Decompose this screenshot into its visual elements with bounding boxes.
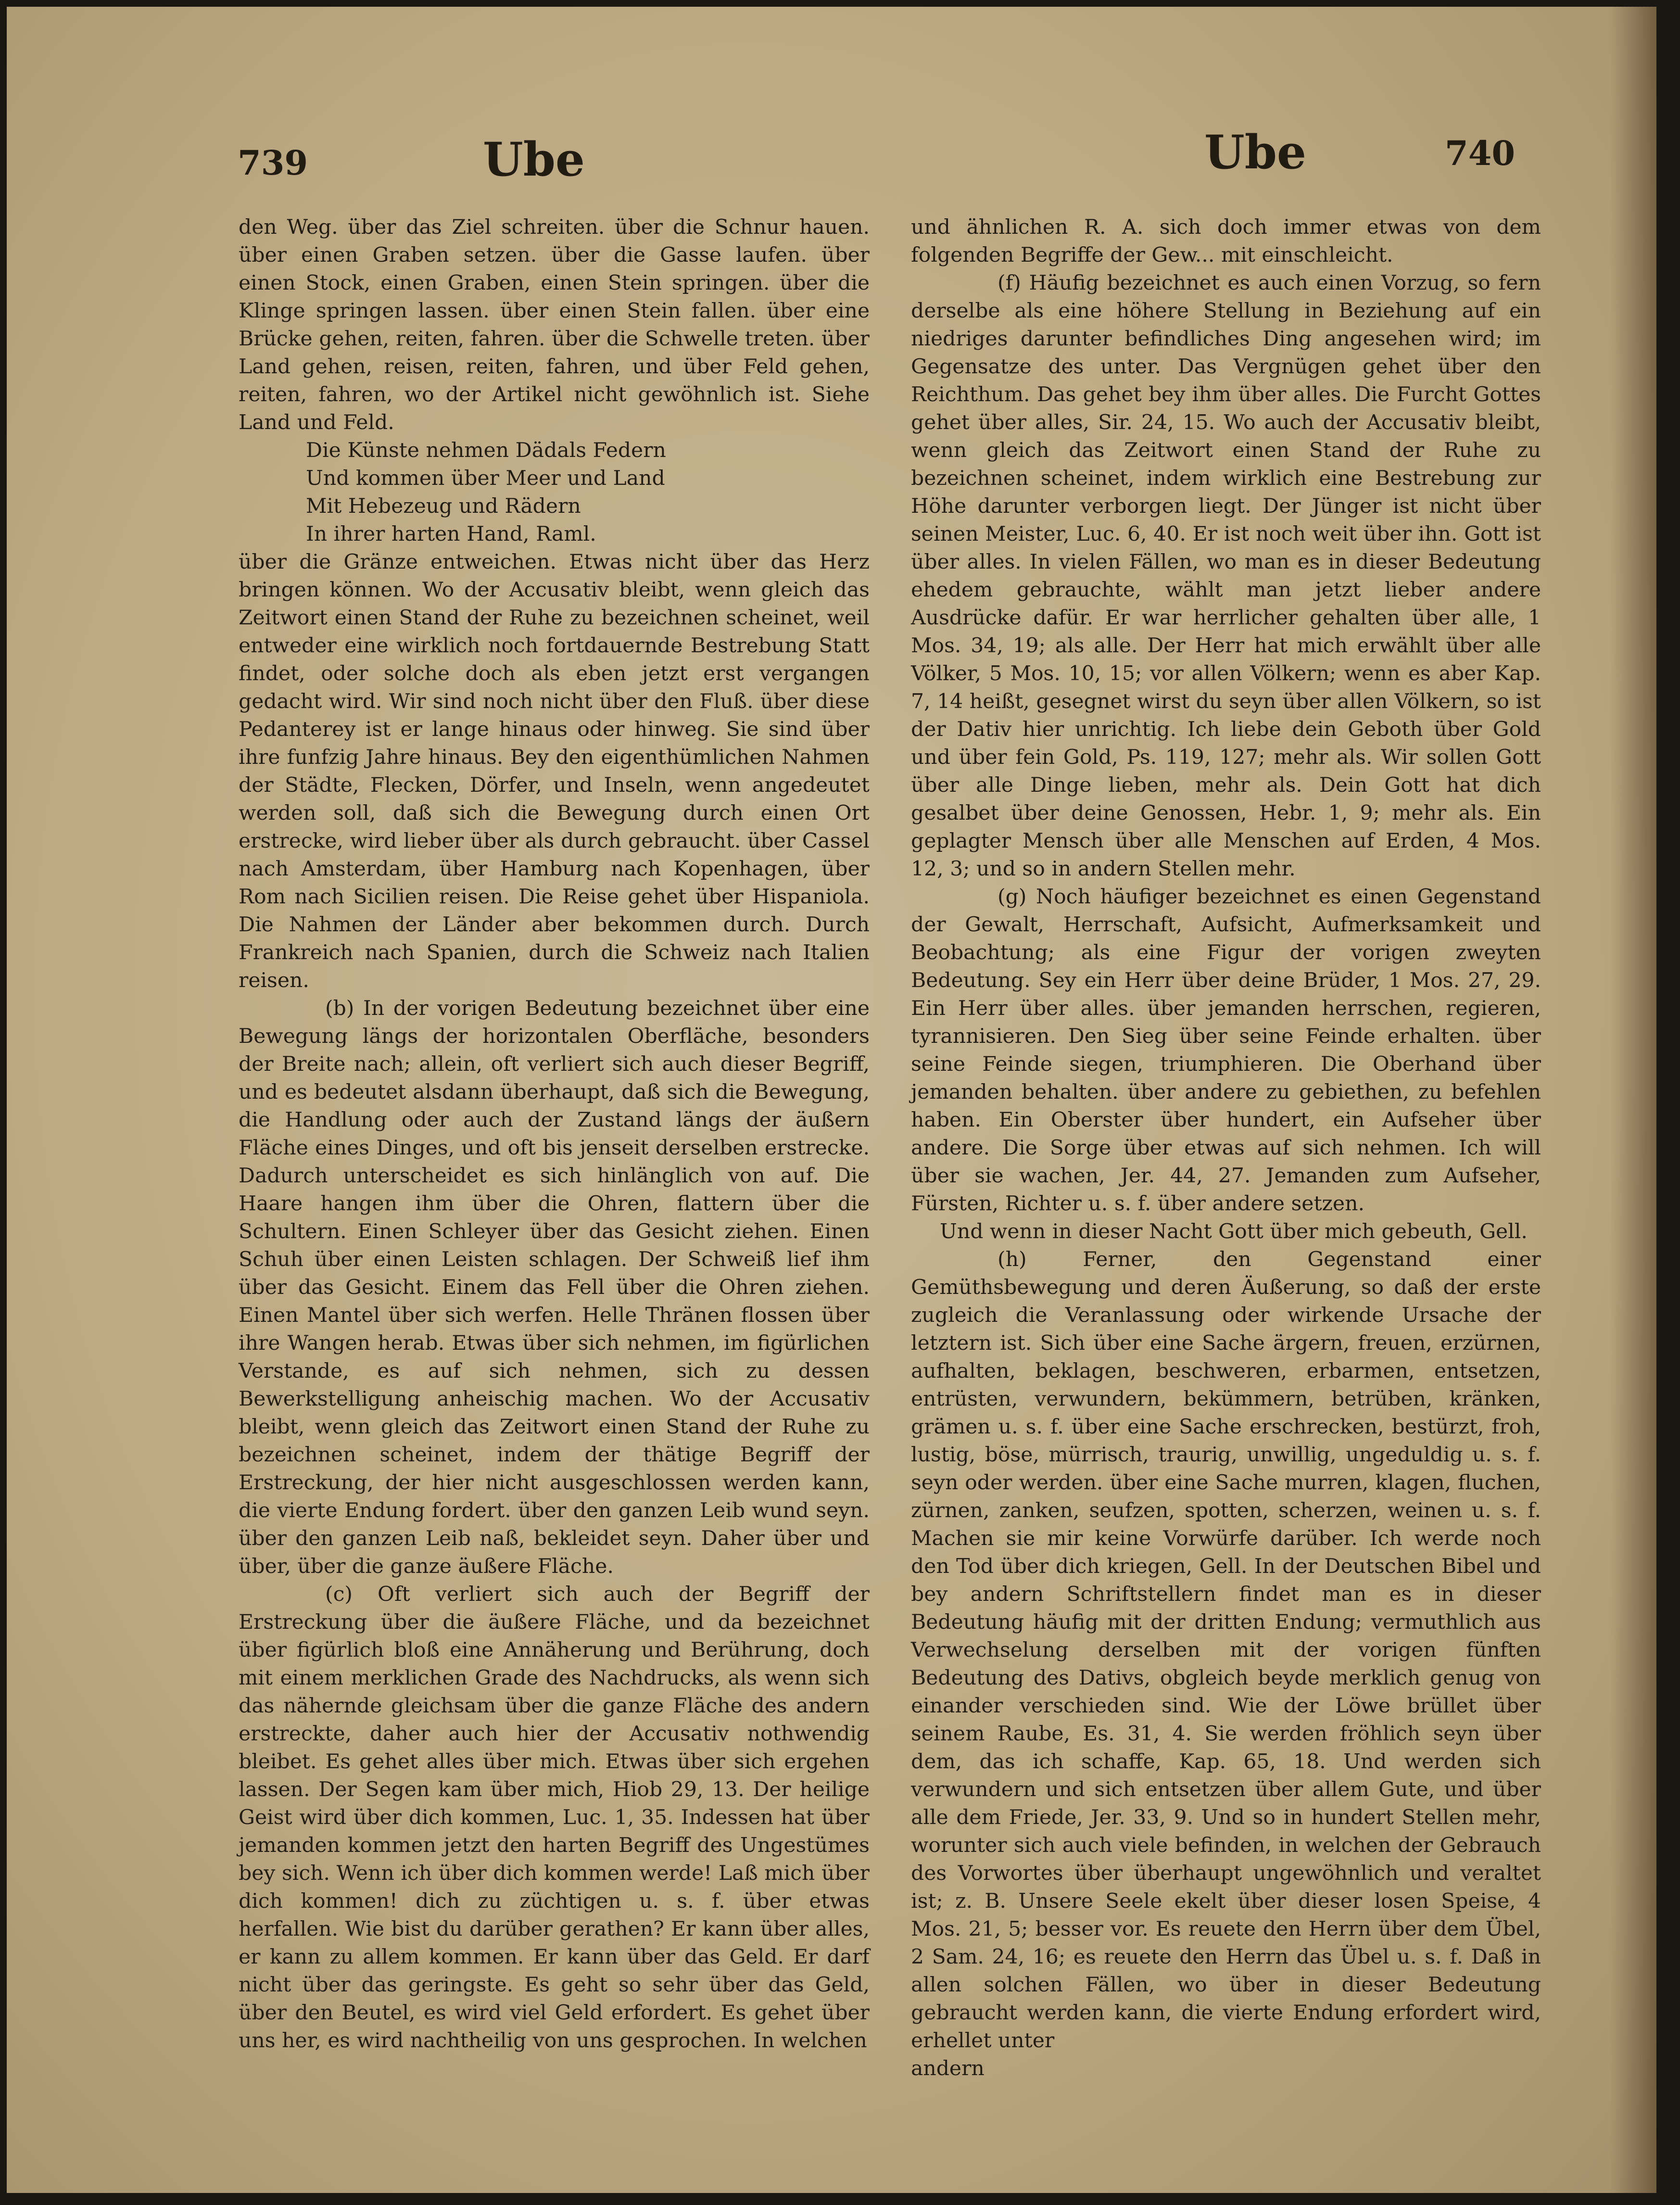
quotation-line: Und wenn in dieser Nacht Gott über mich gebeuth, Gell. xyxy=(940,1220,1528,1243)
left-paragraph-3: (b) In der vorigen Bedeutung bezeichnet über eine Bewegung längs der horizontalen Oberfläche, besonders der Breite nach; allein, oft verliert sich auch dieser Begriff, und es bedeutet alsdann überhaupt, daß sich die Bewegung, die Handlung oder auch der Zustand längs der äußern Fläche eines Dinges, und oft bis jenseit derselben erstrecke. Dadurch unterscheidet es sich hinlänglich von auf. Die Haare hangen ihm über die Ohren, flattern über die Schultern. Einen Schleyer über das Gesicht ziehen. Einen Schuh über einen Leisten schlagen. Der Schweiß lief ihm über das Gesicht. Einem das Fell über die Ohren ziehen. Einen Mantel über sich werfen. Helle Thränen flossen über ihre Wangen herab. Etwas über sich nehmen, im figürlichen Verstande, es auf sich nehmen, sich zu dessen Bewerkstelligung anheischig machen. Wo der Accusativ bleibt, wenn gleich das Zeitwort einen Stand der Ruhe zu bezeichnen scheinet, indem der thätige Begriff der Erstreckung, der hier nicht ausgeschlossen werden kann, die vierte Endung fordert. über den ganzen Leib wund seyn. über den ganzen Leib naß, bekleidet seyn. Daher über und über, über die ganze äußere Fläche. xyxy=(239,997,870,1578)
left-page-number: 739 xyxy=(238,143,308,183)
left-paragraph-2: über die Gränze entweichen. Etwas nicht über das Herz bringen können. Wo der Accusativ bleibt, wenn gleich das Zeitwort einen Stand der Ruhe zu bezeichnen scheinet, weil entweder eine wirklich noch fortdauernde Bestrebung Statt findet, oder solche doch als eben jetzt erst vergangen gedacht wird. Wir sind noch nicht über den Fluß. über diese Pedanterey ist er lange hinaus oder hinweg. Sie sind über ihre funfzig Jahre hinaus. Bey den eigenthümlichen Nahmen der Städte, Flecken, Dörfer, und Inseln, wenn angedeutet werden soll, daß sich die Bewegung durch einen Ort erstrecke, wird lieber über als durch gebraucht. über Cassel nach Amsterdam, über Hamburg nach Kopenhagen, über Rom nach Sicilien reisen. Die Reise gehet über Hispaniola. Die Nahmen der Länder aber bekommen durch. Durch Frankreich nach Spanien, durch die Schweiz nach Italien reisen. xyxy=(239,550,870,992)
right-column xyxy=(911,214,1541,2083)
right-headword: Ube xyxy=(1204,125,1306,179)
catchword: andern xyxy=(911,2057,985,2080)
verse-line-1: Die Künste nehmen Dädals Federn xyxy=(306,439,666,462)
book-page xyxy=(7,7,1656,2193)
right-paragraph-4: (h) Ferner, den Gegenstand einer Gemüthsbewegung und deren Äußerung, so daß der erste zugleich die Veranlassung oder wirkende Ursache der letztern ist. Sich über eine Sache ärgern, freuen, erzürnen, aufhalten, beklagen, beschweren, erbarmen, entsetzen, entrüsten, verwundern, bekümmern, betrüben, kränken, grämen u. s. f. über eine Sache erschrecken, bestürzt, froh, lustig, böse, mürrisch, traurig, unwillig, ungeduldig u. s. f. seyn oder werden. über eine Sache murren, klagen, fluchen, zürnen, zanken, seufzen, spotten, scherzen, weinen u. s. f. Machen sie mir keine Vorwürfe darüber. Ich werde noch den Tod über dich kriegen, Gell. In der Deutschen Bibel und bey andern Schriftstellern findet man es in dieser Bedeutung häufig mit der dritten Endung; vermuthlich aus Verwechselung derselben mit der vorigen fünften Bedeutung des Dativs, obgleich beyde merklich genug von einander verschieden sind. Wie der Löwe brüllet über seinem Raube, Es. 31, 4. Sie werden fröhlich seyn über dem, das ich schaffe, Kap. 65, 18. Und werden sich verwundern und sich entsetzen über allem Gute, und über alle dem Friede, Jer. 33, 9. Und so in hundert Stellen mehr, worunter sich auch viele befinden, in welchen der Gebrauch des Vorwortes über überhaupt ungewöhnlich und veraltet ist; z. B. Unsere Seele ekelt über dieser losen Speise, 4 Mos. 21, 5; besser vor. Es reuete den Herrn über dem Übel, 2 Sam. 24, 16; es reuete den Herrn das Übel u. s. f. Daß in allen solchen Fällen, wo über in dieser Bedeutung gebraucht werden kann, die vierte Endung erfordert wird, erhellet unter xyxy=(911,1248,1541,2053)
left-column xyxy=(239,214,870,2055)
left-paragraph-1: den Weg. über das Ziel schreiten. über die Schnur hauen. über einen Graben setzen. über die Gasse laufen. über einen Stock, einen Graben, einen Stein springen. über die Klinge springen lassen. über einen Stein fallen. über eine Brücke gehen, reiten, fahren. über die Schwelle treten. über Land gehen, reisen, reiten, fahren, und über Feld gehen, reiten, fahren, wo der Artikel nicht gewöhnlich ist. Siehe Land und Feld. xyxy=(239,215,870,434)
verse-line-2: Und kommen über Meer und Land xyxy=(306,467,665,490)
page-edge-shadow xyxy=(1611,7,1656,2193)
right-page-number: 740 xyxy=(1445,133,1516,173)
right-paragraph-3: (g) Noch häufiger bezeichnet es einen Gegenstand der Gewalt, Herrschaft, Aufsicht, Aufmerksamkeit und Beobachtung; als eine Figur der vorigen zweyten Bedeutung. Sey ein Herr über deine Brüder, 1 Mos. 27, 29. Ein Herr über alles. über jemanden herrschen, regieren, tyrannisieren. Den Sieg über seine Feinde erhalten. über seine Feinde siegen, triumphieren. Die Oberhand über jemanden behalten. über andere zu gebiethen, zu befehlen haben. Ein Oberster über hundert, ein Aufseher über andere. Die Sorge über etwas auf sich nehmen. Ich will über sie wachen, Jer. 44, 27. Jemanden zum Aufseher, Fürsten, Richter u. s. f. über andere setzen. xyxy=(911,885,1541,1216)
right-paragraph-2: (f) Häufig bezeichnet es auch einen Vorzug, so fern derselbe als eine höhere Stellung in Beziehung auf ein niedriges darunter befindliches Ding angesehen wird; im Gegensatze des unter. Das Vergnügen gehet über den Reichthum. Das gehet bey ihm über alles. Die Furcht Gottes gehet über alles, Sir. 24, 15. Wo auch der Accusativ bleibt, wenn gleich das Zeitwort einen Stand der Ruhe zu bezeichnen scheinet, indem wirklich eine Bestrebung zur Höhe darunter verborgen liegt. Der Jünger ist nicht über seinen Meister, Luc. 6, 40. Er ist noch weit über ihn. Gott ist über alles. In vielen Fällen, wo man es in dieser Bedeutung ehedem gebrauchte, wählt man jetzt lieber andere Ausdrücke dafür. Er war herrlicher gehalten über alle, 1 Mos. 34, 19; als alle. Der Herr hat mich erwählt über alle Völker, 5 Mos. 10, 15; vor allen Völkern; wenn es aber Kap. 7, 14 heißt, gesegnet wirst du seyn über allen Völkern, so ist der Dativ hier unrichtig. Ich liebe dein Geboth über Gold und über fein Gold, Ps. 119, 127; mehr als. Wir sollen Gott über alle Dinge lieben, mehr als. Dein Gott hat dich gesalbet über deine Genossen, Hebr. 1, 9; mehr als. Ein geplagter Mensch über alle Menschen auf Erden, 4 Mos. 12, 3; und so in andern Stellen mehr. xyxy=(911,271,1541,881)
verse-line-3: Mit Hebezeug und Rädern xyxy=(306,494,581,518)
verse-line-4: In ihrer harten Hand, Raml. xyxy=(306,522,596,546)
left-headword: Ube xyxy=(483,132,585,187)
left-paragraph-4: (c) Oft verliert sich auch der Begriff der Erstreckung über die äußere Fläche, und da bezeichnet über figürlich bloß eine Annäherung und Berührung, doch mit einem merklichen Grade des Nachdrucks, als wenn sich das nähernde gleichsam über die ganze Fläche des andern erstreckte, daher auch hier der Accusativ nothwendig bleibet. Es gehet alles über mich. Etwas über sich ergehen lassen. Der Segen kam über mich, Hiob 29, 13. Der heilige Geist wird über dich kommen, Luc. 1, 35. Indessen hat über jemanden kommen jetzt den harten Begriff des Ungestümes bey sich. Wenn ich über dich kommen werde! Laß mich über dich kommen! dich zu züchtigen u. s. f. über etwas herfallen. Wie bist du darüber gerathen? Er kann über alles, er kann zu allem kommen. Er kann über das Geld. Er darf nicht über das geringste. Es geht so sehr über das Geld, über den Beutel, es wird viel Geld erfordert. Es gehet über uns her, es wird nachtheilig von uns gesprochen. In welchen xyxy=(239,1583,870,2053)
right-paragraph-1: und ähnlichen R. A. sich doch immer etwas von dem folgenden Begriffe der Gew... mit einschleicht. xyxy=(911,215,1541,267)
